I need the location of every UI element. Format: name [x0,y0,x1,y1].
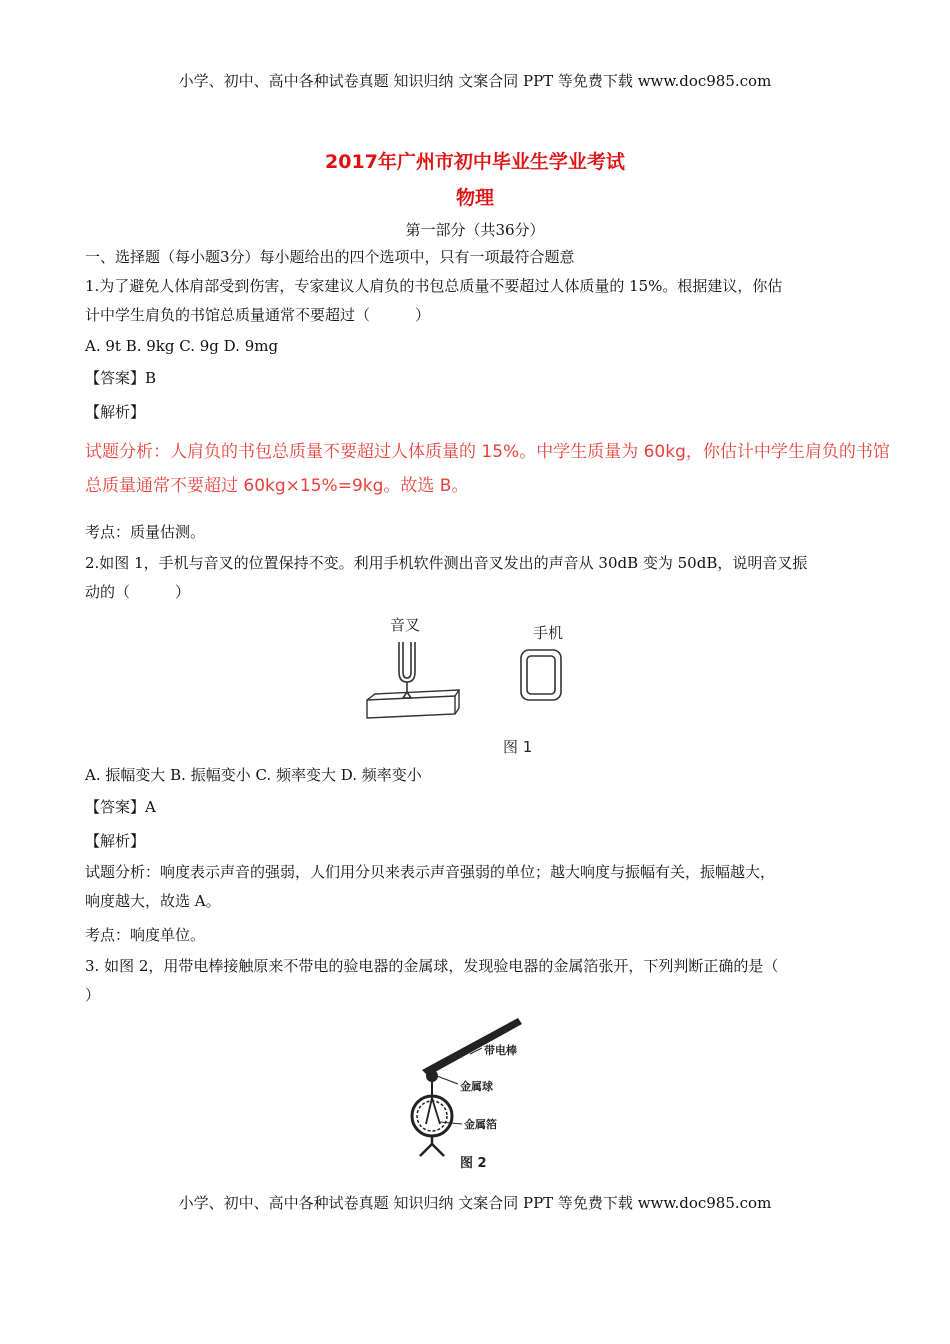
fig2-caption: 图 2 [460,1156,487,1171]
part-heading: 第一部分（共36分） [405,221,545,239]
fig2-ball-label: 金属球 [460,1080,493,1093]
resonance-box-icon [367,690,459,718]
q1-analysis-line1: 试题分析：人肩负的书包总质量不要超过人体质量的 15%。中学生质量为 60kg，你估计中学生肩负的书馆 [85,442,890,462]
q1-answer: 【答案】B [85,369,157,387]
tuning-fork-icon [399,642,415,698]
q2-point: 考点：响度单位。 [85,926,206,944]
fig1-fork-label: 音叉 [390,616,421,634]
fig1-caption: 图 1 [503,738,533,756]
q1-analysis-line2: 总质量通常不要超过 60kg×15%=9kg。故选 B。 [85,476,469,496]
exam-title: 2017年广州市初中毕业生学业考试 [325,151,625,173]
q1-analysis-label: 【解析】 [85,403,146,421]
section-heading: 一、选择题（每小题3分）每小题给出的四个选项中，只有一项最符合题意 [85,248,575,266]
subject-title: 物理 [455,187,494,209]
phone-icon [521,650,561,700]
q2-stem-line2: 动的（ ） [85,583,191,601]
figure-2 [400,1012,550,1172]
fig1-phone-label: 手机 [533,624,564,642]
q3-stem-line2: ） [85,986,101,1004]
q1-point: 考点：质量估测。 [85,523,206,541]
q2-analysis-line1: 试题分析：响度表示声音的强弱，人们用分贝来表示声音强弱的单位；越大响度与振幅有关，振幅越大， [85,863,776,881]
page-footer: 小学、初中、高中各种试卷真题 知识归纳 文案合同 PPT 等免费下载 www.doc985.com [178,1194,772,1212]
q1-stem-line1: 1.为了避免人体肩部受到伤害，专家建议人肩负的书包总质量不要超过人体质量的 15%。根据建议，你估 [85,277,783,295]
q2-analysis-label: 【解析】 [85,832,146,850]
figure-1 [355,610,595,760]
q1-stem-line2: 计中学生肩负的书馆总质量通常不要超过（ ） [85,306,431,324]
fig2-foil-label: 金属箔 [464,1118,497,1131]
q2-answer: 【答案】A [85,798,156,816]
q1-options: A. 9t B. 9kg C. 9g D. 9mg [85,337,279,355]
q2-analysis-line2: 响度越大，故选 A。 [85,892,221,910]
q2-options: A. 振幅变大 B. 振幅变小 C. 频率变大 D. 频率变小 [85,766,422,784]
fig1-drawing [355,610,595,735]
q2-stem-line1: 2.如图 1，手机与音叉的位置保持不变。利用手机软件测出音叉发出的声音从 30dB 变为 50dB，说明音叉振 [85,554,808,572]
page-header: 小学、初中、高中各种试卷真题 知识归纳 文案合同 PPT 等免费下载 www.doc985.com [178,72,772,90]
fig2-rod-label: 带电棒 [484,1044,517,1057]
q3-stem-line1: 3. 如图 2，用带电棒接触原来不带电的验电器的金属球，发现验电器的金属箔张开，下列判断正确的是（ [85,957,779,975]
